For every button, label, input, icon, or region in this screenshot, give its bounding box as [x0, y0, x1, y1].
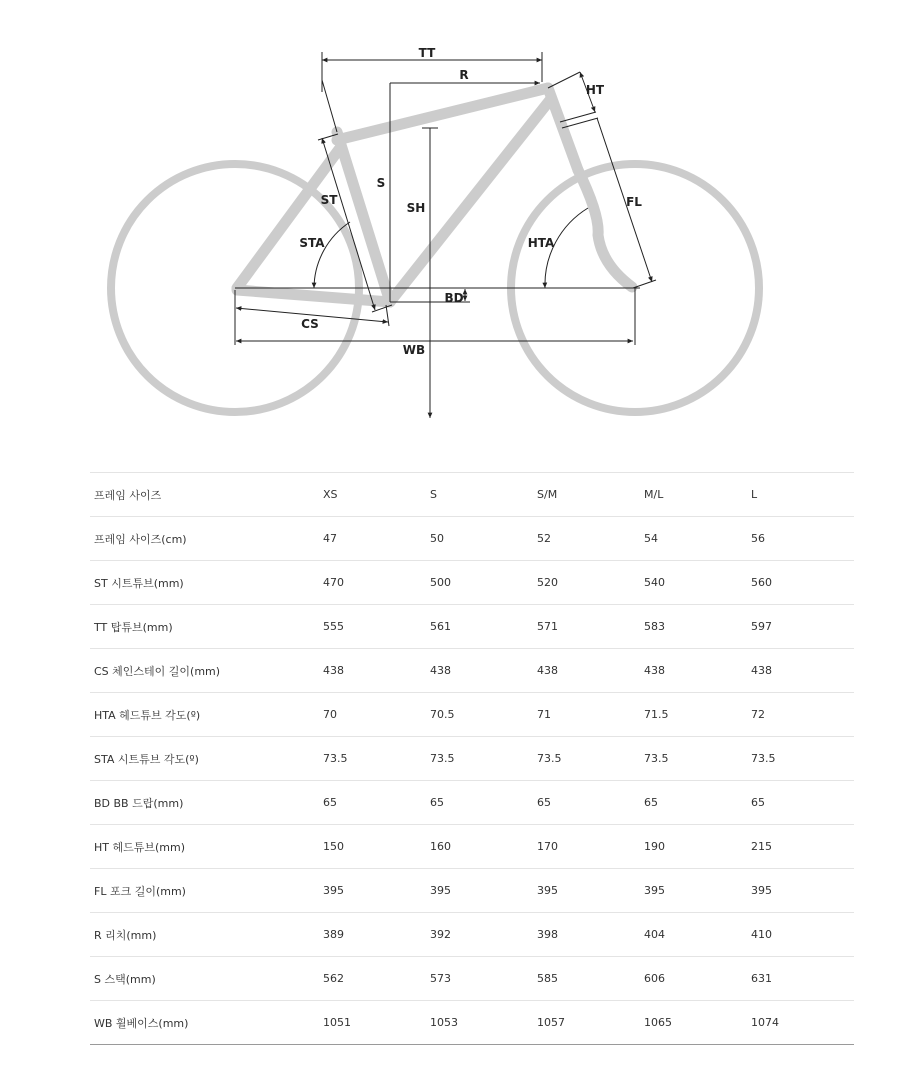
table-header-row [90, 473, 854, 517]
cell-value: 555 [319, 605, 426, 649]
cell-value: 395 [426, 869, 533, 913]
cell-value: 438 [747, 649, 854, 693]
row-label: TT 탑튜브(mm) [90, 605, 319, 649]
cell-value: 70.5 [426, 693, 533, 737]
table-row [90, 957, 854, 1001]
cell-value: 73.5 [747, 737, 854, 781]
cell-value: 1051 [319, 1001, 426, 1045]
table-row [90, 781, 854, 825]
top-tube [337, 88, 548, 140]
cell-value: 540 [640, 561, 747, 605]
cell-value: 398 [533, 913, 640, 957]
table-row [90, 649, 854, 693]
label-tt: TT [418, 46, 436, 60]
label-cs: CS [301, 317, 319, 331]
cell-value: 438 [533, 649, 640, 693]
row-label: 프레임 사이즈 [90, 473, 319, 517]
table-row [90, 869, 854, 913]
cell-value: 606 [640, 957, 747, 1001]
label-st: ST [320, 193, 338, 207]
cell-value: 65 [533, 781, 640, 825]
cell-value: 73.5 [319, 737, 426, 781]
cell-value: 597 [747, 605, 854, 649]
label-wb: WB [402, 343, 426, 357]
table-row [90, 517, 854, 561]
cell-value: 404 [640, 913, 747, 957]
cell-value: 160 [426, 825, 533, 869]
table-row [90, 913, 854, 957]
cell-value: 395 [319, 869, 426, 913]
row-label: 프레임 사이즈(cm) [90, 517, 319, 561]
seat-tube [337, 132, 390, 302]
cell-value: 438 [640, 649, 747, 693]
row-label: HT 헤드튜브(mm) [90, 825, 319, 869]
cell-value: 56 [747, 517, 854, 561]
cell-value: 438 [426, 649, 533, 693]
label-ht: HT [585, 83, 605, 97]
cell-value: 389 [319, 913, 426, 957]
size-header: L [747, 473, 854, 517]
cell-value: 1074 [747, 1001, 854, 1045]
cell-value: 215 [747, 825, 854, 869]
table-row [90, 1001, 854, 1045]
label-s: S [376, 176, 386, 190]
cell-value: 392 [426, 913, 533, 957]
cell-value: 72 [747, 693, 854, 737]
cell-value: 520 [533, 561, 640, 605]
cell-value: 65 [319, 781, 426, 825]
cell-value: 47 [319, 517, 426, 561]
geometry-table [90, 472, 854, 1045]
table-row [90, 825, 854, 869]
cell-value: 395 [640, 869, 747, 913]
cell-value: 71 [533, 693, 640, 737]
cell-value: 50 [426, 517, 533, 561]
cell-value: 573 [426, 957, 533, 1001]
cell-value: 395 [533, 869, 640, 913]
cell-value: 631 [747, 957, 854, 1001]
size-header: XS [319, 473, 426, 517]
table-row [90, 737, 854, 781]
cell-value: 438 [319, 649, 426, 693]
cell-value: 1065 [640, 1001, 747, 1045]
cell-value: 54 [640, 517, 747, 561]
row-label: WB 휠베이스(mm) [90, 1001, 319, 1045]
row-label: FL 포크 길이(mm) [90, 869, 319, 913]
cell-value: 571 [533, 605, 640, 649]
cell-value: 1053 [426, 1001, 533, 1045]
label-fl: FL [626, 195, 642, 209]
cell-value: 560 [747, 561, 854, 605]
size-header: M/L [640, 473, 747, 517]
cell-value: 585 [533, 957, 640, 1001]
cell-value: 73.5 [426, 737, 533, 781]
cell-value: 73.5 [640, 737, 747, 781]
label-bd: BD [444, 291, 464, 305]
cell-value: 65 [426, 781, 533, 825]
label-sh: SH [406, 201, 426, 215]
row-label: R 리치(mm) [90, 913, 319, 957]
cell-value: 562 [319, 957, 426, 1001]
label-r: R [459, 68, 469, 82]
row-label: BD BB 드랍(mm) [90, 781, 319, 825]
cell-value: 73.5 [533, 737, 640, 781]
cell-value: 65 [747, 781, 854, 825]
fork [578, 170, 632, 287]
label-sta: STA [299, 236, 325, 250]
cell-value: 71.5 [640, 693, 747, 737]
size-header: S [426, 473, 533, 517]
table-row [90, 693, 854, 737]
cell-value: 65 [640, 781, 747, 825]
cell-value: 70 [319, 693, 426, 737]
bike-geometry-diagram [0, 0, 920, 440]
cell-value: 561 [426, 605, 533, 649]
row-label: HTA 헤드튜브 각도(º) [90, 693, 319, 737]
cell-value: 170 [533, 825, 640, 869]
table-row [90, 561, 854, 605]
cell-value: 52 [533, 517, 640, 561]
cell-value: 1057 [533, 1001, 640, 1045]
bike-frame [237, 88, 632, 302]
cell-value: 410 [747, 913, 854, 957]
row-label: ST 시트튜브(mm) [90, 561, 319, 605]
cell-value: 150 [319, 825, 426, 869]
cell-value: 500 [426, 561, 533, 605]
chain-stay [237, 290, 390, 302]
cell-value: 583 [640, 605, 747, 649]
table-row [90, 605, 854, 649]
cell-value: 395 [747, 869, 854, 913]
label-hta: HTA [527, 236, 555, 250]
cell-value: 470 [319, 561, 426, 605]
row-label: CS 체인스테이 길이(mm) [90, 649, 319, 693]
row-label: S 스택(mm) [90, 957, 319, 1001]
cell-value: 190 [640, 825, 747, 869]
row-label: STA 시트튜브 각도(º) [90, 737, 319, 781]
size-header: S/M [533, 473, 640, 517]
